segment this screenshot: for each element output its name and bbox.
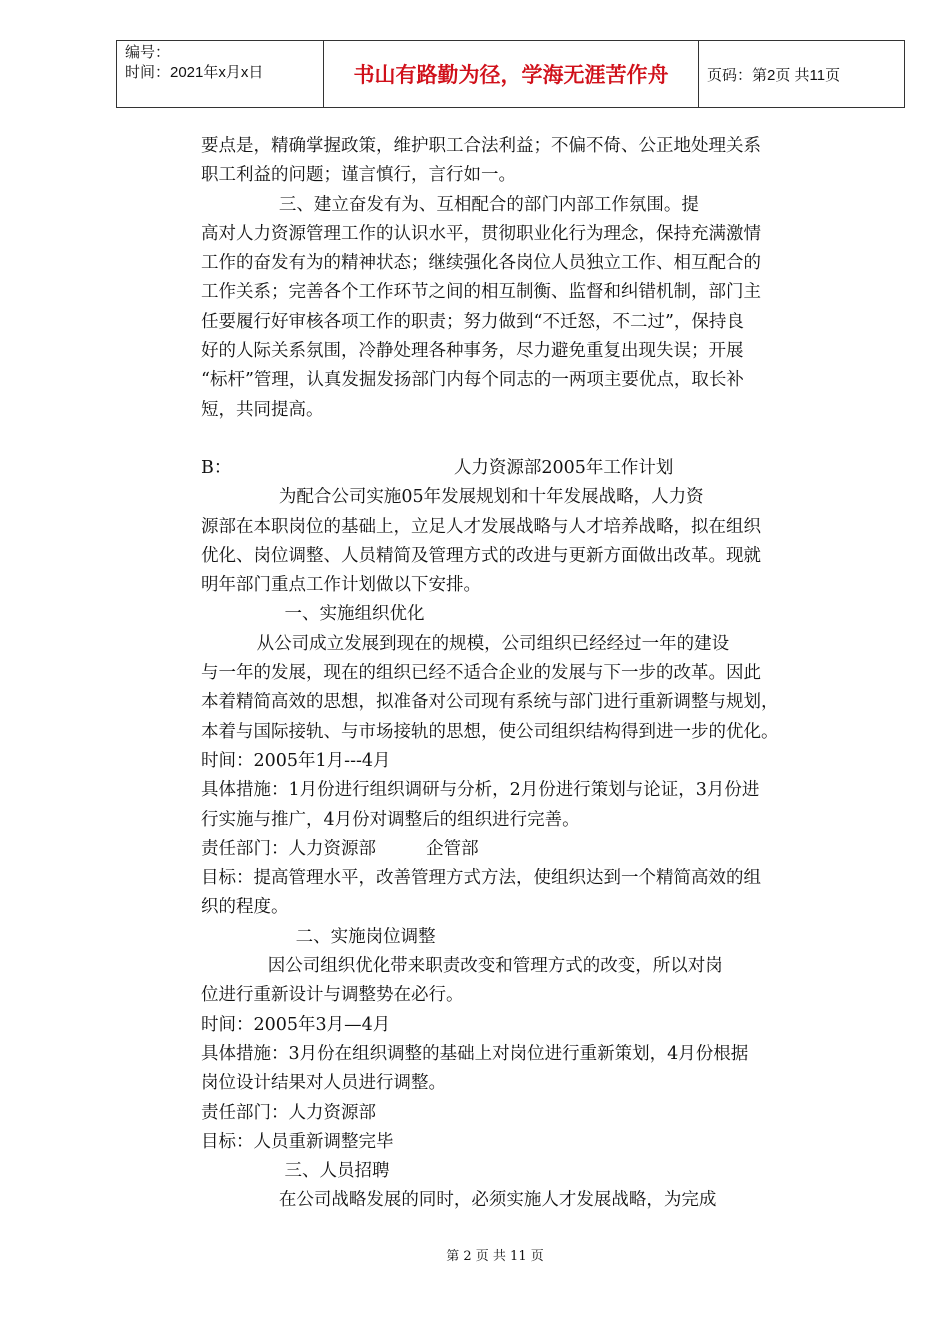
body-line: 织的程度。 [201,897,289,918]
document-header [116,40,905,108]
body-line: 二、实施岗位调整 [201,926,436,947]
blank-line [201,425,831,454]
body-line: 因公司组织优化带来职责改变和管理方式的改变，所以对岗 [201,956,723,977]
header-meta-cell [117,41,324,108]
body-line: 位进行重新设计与调整势在必行。 [201,985,464,1006]
body-line: 目标：人员重新调整完毕 [201,1131,394,1152]
body-line: 优化、岗位调整、人员精简及管理方式的改进与更新方面做出改革。现就 [201,545,761,566]
body-line: 工作的奋发有为的精神状态；继续强化各岗位人员独立工作、相互配合的 [201,253,761,274]
body-line: 好的人际关系氛围，冷静处理各种事务，尽力避免重复出现失误；开展 [201,341,744,362]
body-line: 源部在本职岗位的基础上，立足人才发展战略与人才培养战略，拟在组织 [201,516,761,537]
body-line: 工作关系；完善各个工作环节之间的相互制衡、监督和纠错机制，部门主 [201,282,761,303]
body-line: 具体措施：3月份在组织调整的基础上对岗位进行重新策划，4月份根据 [201,1043,749,1064]
body-line: 职工利益的问题；谨言慎行，言行如一。 [201,165,516,186]
body-line: 岗位设计结果对人员进行调整。 [201,1073,446,1094]
body-line: B： 人力资源部2005年工作计划 [201,457,674,478]
body-line: 与一年的发展，现在的组织已经不适合企业的发展与下一步的改革。因此 [201,663,761,684]
document-body [201,132,831,1216]
body-line: 短，共同提高。 [201,399,324,420]
body-line: 责任部门：人力资源部 企管部 [201,838,479,859]
header-page-number: 页码：第2页 共11页 [699,41,905,108]
time-label: 时间：2021年x月x日 [125,64,264,81]
body-line: 高对人力资源管理工作的认识水平，贯彻职业化行为理念，保持充满激情 [201,223,761,244]
serial-number-label: 编号： [125,44,171,61]
body-line: 三、人员招聘 [201,1161,390,1182]
body-line: 时间：2005年3月—4月 [201,1014,391,1035]
body-line: 要点是，精确掌握政策，维护职工合法利益；不偏不倚、公正地处理关系 [201,136,761,156]
body-line: 时间：2005年1月---4月 [201,750,391,771]
body-line: 本着精简高效的思想，拟准备对公司现有系统与部门进行重新调整与规划， [201,692,779,713]
body-line: 从公司成立发展到现在的规模，公司组织已经经过一年的建设 [201,633,730,654]
body-line: 责任部门：人力资源部 [201,1102,376,1123]
body-line: 在公司战略发展的同时，必须实施人才发展战略，为完成 [201,1190,717,1211]
body-line: 任要履行好审核各项工作的职责；努力做到“不迁怒，不二过”，保持良 [201,311,744,332]
body-line: “标杆”管理，认真发掘发扬部门内每个同志的一两项主要优点，取长补 [201,370,744,391]
page-footer: 第 2 页 共 11 页 [446,1249,544,1264]
body-line: 具体措施：1月份进行组织调研与分析，2月份进行策划与论证，3月份进 [201,780,760,801]
header-motto: 书山有路勤为径，学海无涯苦作舟 [324,41,699,108]
body-line: 本着与国际接轨、与市场接轨的思想，使公司组织结构得到进一步的优化。 [201,721,779,742]
body-line: 目标：提高管理水平，改善管理方式方法，使组织达到一个精简高效的组 [201,868,761,889]
body-line: 明年部门重点工作计划做以下安排。 [201,575,481,596]
body-line: 行实施与推广，4月份对调整后的组织进行完善。 [201,809,580,830]
body-line: 一、实施组织优化 [201,604,425,625]
body-line: 三、建立奋发有为、互相配合的部门内部工作氛围。提 [201,194,699,215]
body-line: 为配合公司实施05年发展规划和十年发展战略，人力资 [201,487,704,508]
